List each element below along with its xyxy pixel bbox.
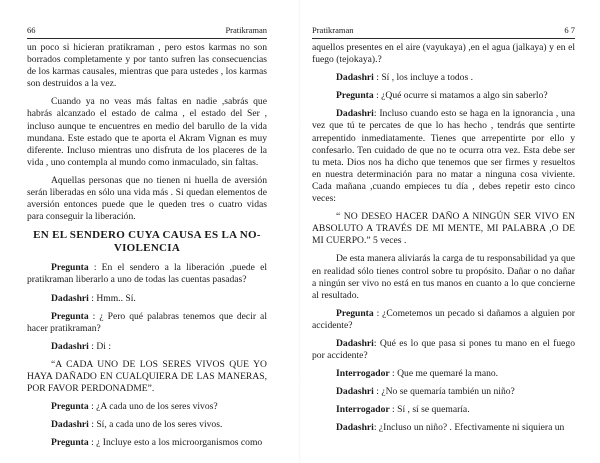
dialogue-line — [312, 422, 575, 434]
dialogue-line — [312, 404, 575, 416]
quote — [312, 211, 575, 247]
paragraph: un poco si hicieran pratikraman , pero estos karmas no son borrados completamente y por tanto sufren las consecuencias de los karmas causales, mientras que para ustedes , los karmas son destruidos a la vez. — [27, 42, 267, 90]
speaker-label: Pregunta — [51, 262, 89, 274]
dialogue-text: : Incluso cuando esto se haga en la ignorancia , una vez que tú te percates de que lo has hecho , tendrás que sentirte arrepentido inmediatamente. Tienes que arrepentirte por ello y confesarlo. Ten cuidado de que no te ocurra otra vez. Esta debe ser tu meta. Dios nos ha dicho que tenemos que ser firmes y resueltos en nuestra determinación para no matar a ninguna cosa viviente. Cada mañana ,cuando empieces tu día , debes repetir esto cinco veces: — [312, 108, 575, 205]
speaker-label: Dadashri — [336, 72, 374, 84]
left-page-header — [27, 23, 267, 37]
speaker-label: Dadashri — [51, 292, 89, 304]
left-page-number: 66 — [27, 25, 36, 35]
dialogue-line — [312, 72, 575, 84]
dialogue-text: : ¿Incluso un niño? . Efectivamente ni siquiera un — [373, 422, 565, 434]
speaker-label: Pregunta — [51, 401, 89, 413]
dialogue-line — [27, 262, 267, 286]
right-page-header — [312, 23, 575, 37]
dialogue-text: : ¿A cada uno de los seres vivos? — [88, 401, 218, 413]
left-running-title: Pratikraman — [225, 25, 267, 35]
dialogue-text: : Sí , los incluye a todos . — [373, 72, 473, 84]
right-running-title: Pratikraman — [312, 25, 354, 35]
right-header-rule — [312, 38, 575, 39]
dialogue-line — [312, 338, 575, 362]
speaker-label: Dadashri — [51, 419, 89, 431]
paragraph: De esta manera aliviarás la carga de tu responsabilidad ya que en realidad sólo tienes control sobre tu propósito. Dañar o no dañar a ningún ser vivo no está en tus manos en cuanto a lo que concierne al resultado. — [312, 253, 575, 301]
dialogue-text: : ¿ Incluye esto a los microorganismos como — [88, 437, 263, 449]
speaker-label: Pregunta — [336, 307, 374, 319]
paragraph: aquellos presentes en el aire (vayukaya) ,en el agua (jalkaya) y en el fuego (tejokaya).? — [312, 42, 575, 66]
dialogue-line — [312, 308, 575, 332]
section-heading: EN EL SENDERO CUYA CAUSA ES LA NO-VIOLENCIA — [33, 229, 261, 255]
speaker-label: Dadashri — [336, 108, 374, 120]
dialogue-line — [27, 419, 267, 431]
speaker-label: Interrogador — [336, 368, 390, 380]
left-page-body — [27, 42, 267, 449]
speaker-label: Dadashri — [51, 340, 89, 352]
dialogue-line — [27, 293, 267, 305]
dialogue-line — [27, 437, 267, 449]
speaker-label: Interrogador — [336, 404, 390, 416]
paragraph: Aquellas personas que no tienen ni huella de aversión serán liberadas en sólo una vida más . Si quedan elementos de aversión entonces puede que le queden tres o cuatro vidas para conseguir la liberación. — [27, 174, 267, 223]
dialogue-text: : Qué es lo que pasa si pones tu mano en el fuego por accidente? — [312, 337, 575, 362]
left-header-rule — [27, 38, 267, 39]
speaker-label: Dadashri — [336, 337, 374, 349]
right-page — [300, 0, 600, 463]
dialogue-text: : Di : — [88, 340, 111, 352]
right-page-body — [312, 42, 575, 435]
dialogue-line — [312, 90, 575, 102]
dialogue-text: : Sí , sí se quemaría. — [389, 404, 470, 416]
speaker-label: Dadashri — [336, 422, 374, 434]
dialogue-text: : En el sendero a la liberación ,puede el pratikraman liberarlo a uno de todas las cuentas pasadas? — [27, 262, 267, 286]
dialogue-text: : ¿Cometemos un pecado si dañamos a alguien por accidente? — [312, 307, 575, 331]
dialogue-line — [312, 108, 575, 205]
dialogue-text: : ¿ Pero qué palabras tenemos que decir al hacer pratikraman? — [27, 310, 267, 334]
right-page-number: 6 7 — [564, 25, 575, 35]
quote-text: “ NO DESEO HACER DAÑO A NINGÚN SER VIVO EN ABSOLUTO A TRAVÉS DE MI MENTE, MI PALABRA ,O DE MI CUERPO.” — [312, 211, 575, 247]
speaker-label: Pregunta — [336, 90, 374, 102]
dialogue-text: : ¿Qué ocurre si matamos a algo sin saberlo? — [373, 90, 548, 102]
paragraph: Cuando ya no veas más faltas en nadie ,sabrás que habrás alcanzado el estado de calma , el estado del Ser , incluso aunque te encuentres en medio del barullo de la vida mundana. Este estado que te aporta el Akram Vignan es muy diferente. Incluso mientras uno disfruta de los placeres de la vida , uno contempla al mundo como inmaculado, sin faltas. — [27, 96, 267, 168]
dialogue-line — [27, 311, 267, 335]
dialogue-text: : Que me quemaré la mano. — [389, 368, 499, 380]
quote: “A CADA UNO DE LOS SERES VIVOS QUE YO HAYA DAÑADO EN CUALQUIERA DE LAS MANERAS, POR FAVOR PERDONADME”. — [27, 358, 267, 395]
speaker-label: Dadashri — [336, 386, 374, 398]
dialogue-line — [27, 401, 267, 413]
dialogue-line — [27, 341, 267, 353]
dialogue-line — [312, 386, 575, 398]
dialogue-text: : Sí, a cada uno de los seres vivos. — [88, 419, 223, 431]
quote-repeat-count: 5 veces . — [370, 235, 407, 247]
dialogue-line — [312, 368, 575, 380]
speaker-label: Pregunta — [51, 437, 89, 449]
dialogue-text: : ¿No se quemaría también un niño? — [373, 386, 515, 398]
speaker-label: Pregunta — [51, 310, 89, 322]
dialogue-text: : Hmm.. Sí. — [88, 292, 136, 304]
